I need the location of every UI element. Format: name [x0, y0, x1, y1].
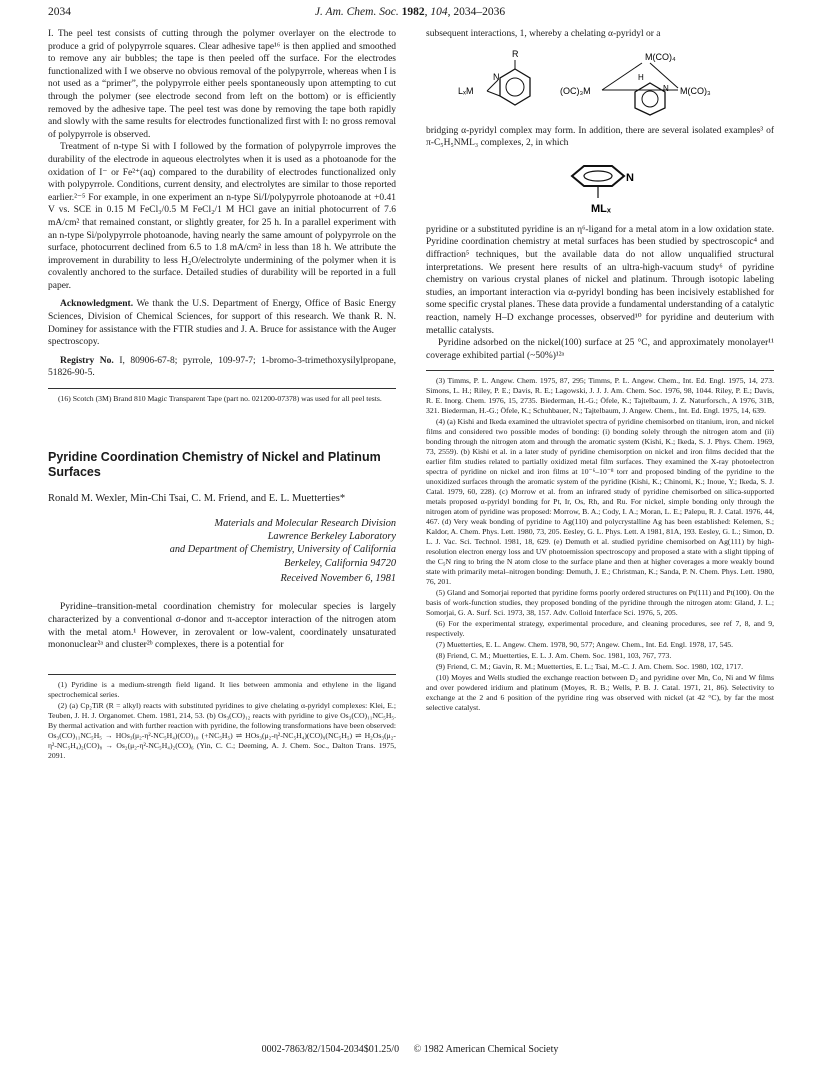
footnote: (3) Timms, P. L. Angew. Chem. 1975, 87, 295; Timms, P. L. Angew. Chem., Int. Ed. Engl. 1975, 14, 273. Simons, L. H.; Riley, P. E.; Davis, R. E.; Lagowski, J. J. J. Am. Chem. Soc. 1976, 98, 1044. Riley, P. E.; Davis, R. E. Inorg. Chem. 1976, 15, 2735. Biederman, H.-G.; Öfele, K.; Tajtelbaum, J. Z. Naturforsch., A 1976, 31B, 321. Biederman, H.-G.; Öfele, K.; Schuhbauer, N.; Tajtelbaum, J. Angew. Chem., Int. Ed. Engl. 1975, 14, 639. — [426, 376, 774, 416]
footnote: (2) (a) Cp₂TiR (R = alkyl) reacts with substituted pyridines to give chelating α-pyridyl complexes: Klei, E.; Teuben, J. H. J. Organomet. Chem. 1981, 214, 53. (b) Os₃(CO)₁₂ reacts with pyridine to give Os₃(CO)₁₁NC₅H₅. By thermal activation and with further reaction with pyridine, the following transformations have been observed: Os₃(CO)₁₁NC₅H₅ → HOs₃(μ₂-η²-NC₅H₄)(CO)₁₀ (+NC₅H₅) ⇌ HOs₃(μ₂-η²-NC₅H₄)(CO)₉(NC₅H₅) ⇌ H₂Os₃(μ₂-η²-NC₅H₄)₂(CO)₈ → Os₂(μ₂-η²-NC₅H₄)₂(CO)₆ (Yin, C. C.; Deeming, A. J. Chem. Soc., Dalton Trans. 1975, 2091. — [48, 700, 396, 760]
affiliation-line: Lawrence Berkeley Laboratory — [267, 531, 396, 543]
structure-1-figure — [450, 47, 750, 119]
journal-citation: J. Am. Chem. Soc. 1982, 104, 2034–2036 — [314, 6, 506, 18]
label-mco4: M(CO)₄ — [645, 51, 676, 62]
paragraph: bridging α-pyridyl complex may form. In addition, there are several isolated examples³ of π-C₅H₅NML₃ complexes, 2, in which — [426, 125, 774, 149]
affiliation-line: and Department of Chemistry, University of California — [169, 544, 396, 556]
footnotes — [426, 376, 774, 713]
registry-label: Registry No. — [60, 355, 114, 366]
paragraph: I. The peel test consists of cutting through the polymer overlayer on the electrode to produce a grid of polypyrrole squares. Clear adhesive tape¹⁶ is then applied and smoothed to remove any air bubbles; the tape is then peeled off the surface. For the electrodes functionalized with I we observe no obvious removal of the polypyrrole, whereas when I is not used as a “primer”, the polypyrrole either peels spontaneously upon attempting to cut through the polymer (see electrode second from left on the bottom) or is efficiently removed by the adhesive tape. The peel test was done by removing the tape both rapidly and slowly with the same results for electrodes functionalized first with I: no gross removal of polypyrrole is observed. — [48, 29, 396, 140]
journal-volume: 104 — [430, 6, 448, 18]
footnote-divider — [48, 674, 396, 675]
label-n2: N — [663, 83, 669, 93]
acknowledgment — [48, 298, 396, 348]
journal-name: J. Am. Chem. Soc. — [314, 6, 399, 18]
page-number: 2034 — [48, 6, 71, 18]
aromatic-circle — [506, 78, 524, 96]
footnote: (10) Moyes and Wells studied the exchange reaction between D₂ and pyridine over Mn, Co, Ni and W films and over powdered iridium and platinum (Moyes, R. B.; Wells, P. B. J. Catal. 1971, 21, 86). Selectivity to exchange at the 2 and 6 position of the pyridine ring was observed with nickel (at 42 °C), by far the most selective catalyst. — [426, 673, 774, 713]
affiliation — [48, 517, 396, 570]
paragraph: Treatment of n-type Si with I followed by the formation of polypyrrole improves the durability of the electrode in aqueous electrolytes when it is used as a photoanode for the oxidation of I⁻ or Fe²⁺(aq) compared to the durability of electrodes functionalized only with polypyrrole. Conditions, current density, and electrolytes are similar to those reported earlier.²⁻⁵ For example, in one experiment an n-type Si/I/polypyrrole photoanode at +0.41 V vs. SCE in 0.15 M FeCl₃/0.5 M FeCl₂/1 M HCl gave an initial photocurrent of 7.6 mA/cm² that remained constant, or slightly greater, for 25 h. In a parallel experiment with an n-type Si/polypyrrole photoanode, having nearly the same amount of polypyrrole on the surface, photocurrent declined from 6.5 to 1.8 mA/cm² in less than 18 h. We attribute the improvement in durability to less H₂O/electrolyte undermining of the polymer when it is covalently anchored to the surface. Detailed studies of durability will be reported in a full paper. — [48, 142, 396, 291]
page-footer — [0, 1044, 820, 1055]
label-mco3: M(CO)₃ — [680, 85, 711, 96]
footnote: (8) Friend, C. M.; Muetterties, E. L. J. Am. Chem. Soc. 1981, 103, 767, 773. — [436, 651, 672, 661]
footnote-divider — [426, 370, 774, 371]
article-title: Pyridine Coordination Chemistry of Nickel and Platinum Surfaces — [48, 450, 381, 480]
acknowledgment-text: We thank the U.S. Department of Energy, Office of Basic Energy Sciences, Division of Chemical Sciences, for support of this research. We thank R. N. Dominey for assistance with the FTIR studies and J. A. Bruce for assistance with the Auger spectroscopy. — [48, 299, 396, 348]
label-mlx: MLₓ — [591, 202, 611, 215]
label-n1: N — [493, 71, 500, 82]
footnote: (1) Pyridine is a medium-strength field ligand. It lies between ammonia and ethylene in the ligand spectrochemical series. — [48, 679, 396, 699]
label-n: N — [626, 171, 634, 184]
copyright: © 1982 American Chemical Society — [413, 1044, 559, 1055]
paragraph: Pyridine adsorbed on the nickel(100) surface at 25 °C, and approximately monolayer¹¹ coverage exhibited partial (~50%)¹²ᵃ — [426, 338, 774, 361]
footnote: (7) Muetterties, E. L. Angew. Chem. 1978, 90, 577; Angew. Chem., Int. Ed. Engl. 1978, 17, 545. — [436, 640, 734, 650]
page-header — [48, 6, 772, 22]
registry-text: I, 80906-67-8; pyrrole, 109-97-7; 1-bromo-3-trimethoxysilylpropane, 51826-90-5. — [48, 355, 397, 379]
paragraph: Pyridine–transition-metal coordination chemistry for molecular species is largely characterized by a conventional σ-donor and π-acceptor interaction of the nitrogen atom with the metal atom.¹ However, in zerovalent or low-valent, coordinately unsaturated mononuclear²ᵃ and cluster²ᵇ complexes, there is a potential for — [48, 602, 396, 651]
footnote: (6) For the experimental strategy, experimental procedure, and cleaning procedures, see ref 7, 8, and 9, respectively. — [426, 619, 774, 639]
label-h: H — [638, 72, 644, 82]
affiliation-line: Berkeley, California 94720 — [284, 557, 396, 569]
paragraph: subsequent interactions, 1, whereby a chelating α-pyridyl or a — [426, 29, 661, 39]
registry-numbers — [48, 355, 396, 380]
footnote: (9) Friend, C. M.; Gavin, R. M.; Muetterties, E. L.; Tsai, M.-C. J. Am. Chem. Soc. 1980, 102, 1717. — [436, 662, 744, 672]
footnote: (16) Scotch (3M) Brand 810 Magic Transparent Tape (part no. 021200-07378) was used for all peel tests. — [58, 394, 382, 404]
label-oc3m: (OC)₃M — [560, 85, 591, 96]
structure-2-figure — [540, 156, 660, 218]
left-column — [48, 28, 396, 762]
journal-year: 1982 — [401, 6, 425, 18]
pyridine-ring — [500, 69, 530, 105]
right-column — [426, 28, 774, 714]
label-r: R — [512, 48, 519, 59]
eta6-ring — [572, 166, 624, 186]
footnote-divider — [48, 388, 396, 389]
bridged-ring — [635, 83, 665, 115]
paragraph: pyridine or a substituted pyridine is an η⁶-ligand for a metal atom in a low oxidation state. Pyridine coordination chemistry at metal surfaces has been studied by spectroscopic⁴ and diffraction⁵ techniques, but the available data do not allow unqualified structural interpretations. We present here results of an ultra-high-vacuum study⁶ of pyridine chemistry on various crystal planes of nickel and platinum. Through isotopic labeling studies, an important interaction via α-pyridyl bonding has been incisively established for some specific crystal planes. These data provide a fundamental understanding of a catalytic reaction, namely H–D exchange processes, observed¹⁰ for pyridine and deuterium with metallic catalysts. — [426, 224, 774, 336]
affiliation-line: Materials and Molecular Research Division — [214, 518, 396, 530]
footnote: (5) Gland and Somorjai reported that pyridine forms poorly ordered structures on Pt(111) and Pt(100). On the basis of work-function studies, they proposed bonding of the pyridine through the nitrogen atom: Gland, J. L.; Somorjai, G. A. Surf. Sci. 1973, 38, 157. Adv. Colloid Interface Sci. 1976, 5, 205. — [426, 588, 774, 618]
label-lxm: LₓM — [458, 85, 474, 96]
received-date: Received November 6, 1981 — [280, 572, 396, 584]
article-code: 0002-7863/82/1504-2034$01.25/0 — [261, 1044, 400, 1055]
acknowledgment-label: Acknowledgment. — [60, 299, 134, 310]
footnotes — [48, 394, 396, 404]
journal-pages: , 2034–2036 — [447, 6, 506, 18]
footnote: (4) (a) Kishi and Ikeda examined the ultraviolet spectra of pyridine chemisorbed on titanium, iron, and nickel films and considered two possible modes of bonding: (i) bonding solely through the nitrogen atom and (ii) bonding through the nitrogen atom and through the aromatic system (Kishi, K.; Ikeda, S. J. Phys. Chem. 1969, 73, 2559). (b) Kishi et al. in a later study of pyridine chemisorption on nickel and iron films decided that the earlier film studies related to partially oxidized metal film surfaces. They examined the X-ray photoelectron spectra of pyridine on nickel and iron films at 10⁻⁶–10⁻⁸ torr and proposed binding of the pyridine to the unoxidized surfaces through the aromatic system of the pyridine (Kishi, K.; Chinomi, K.; Inoue, Y.; Ikeda, S. J. Catal. 1979, 60, 228). (c) Morrow et al. from an infrared study of pyridine chemisorbed on silica-supported metals proposed α-pyridyl bonding for Pt, Ir, Os, Rh, and Ru. For nickel, simple bonding only through the nitrogen atom of pyridine was proposed: Morrow, B. A.; Cody, I. A.; Moran, L. E.; Palepu, R. J. Catal. 1976, 44, 467. (d) Very weak bonding of pyridine to Ag(110) and polycrystalline Ag has been established: Kelemen, S.; Kaldor, A. Chem. Phys. Lett. 1980, 73, 205. Eesley, G. L. Phys. Lett. A 1981, 81A, 193. Eesley, G. L.; Simon, D. L. J. Vac. Sci. Technol. 1981, 18, 629. (e) Demuth et al. studied pyridine chemisorbed on Ag(111) by high-resolution electron energy loss and UV photoemission spectroscopy and proposed a state with a slight tipping of the C₅N ring to bring the N atom close to the surface plane and then at higher coverages a more weakly bound state with primarily metal–nitrogen bonding: Demuth, J. E.; Christman, K.; Sanda, P. N. Chem. Phys. Lett. 1980, 76, 201. — [426, 417, 774, 587]
authors: Ronald M. Wexler, Min-Chi Tsai, C. M. Friend, and E. L. Muetterties* — [48, 493, 346, 505]
footnotes — [48, 680, 396, 761]
